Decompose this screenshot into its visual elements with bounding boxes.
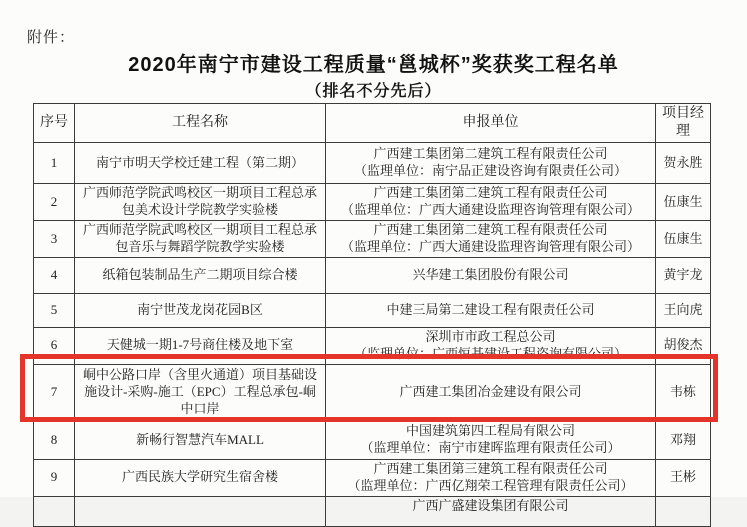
table-row [34,459,711,496]
applicant-unit [326,257,656,293]
applicant-unit [326,459,656,496]
table-row [34,293,711,327]
row-number: 6 [34,327,75,364]
applicant-company: 广西建工集团第三建筑工程有限责任公司 [373,460,608,476]
row-number: 7 [34,364,75,421]
row-number: 8 [34,421,75,459]
row-number: 3 [34,221,75,258]
row-number: 5 [34,293,75,327]
supervision-unit: （监理单位：广西大通建设监理咨询管理有限公司） [340,239,640,255]
applicant-unit [326,496,656,526]
applicant-company: 中国建筑第四工程局有限公司 [405,423,575,439]
project-name: 纸箱包装制品生产二期项目综合楼 [75,257,326,293]
table-row-highlighted [34,364,711,421]
project-manager [656,496,711,526]
page-title: 2020年南宁市建设工程质量“邕城杯”奖获奖工程名单 [128,54,619,76]
project-manager: 王彬 [656,459,711,496]
project-manager: 韦栋 [656,364,711,421]
awards-table [33,103,711,527]
row-number [34,496,75,526]
row-number: 2 [34,184,75,221]
project-manager: 胡俊杰 [656,327,711,364]
project-manager: 王向虎 [656,293,711,327]
attachment-label: 附件： [27,30,76,46]
header-project-manager: 项目经理 [656,104,711,143]
applicant-company: 兴华建工集团股份有限公司 [412,266,569,282]
table-row [34,327,711,364]
applicant-unit [326,221,656,258]
project-manager: 伍康生 [656,184,711,221]
project-name [75,496,326,526]
project-name: 新畅行智慧汽车MALL [75,421,326,459]
header-no: 序号 [34,104,75,143]
supervision-unit: （监理单位：广西大通建设监理咨询管理有限公司） [340,202,640,218]
applicant-company: 中建三局第二建设工程有限责任公司 [386,301,595,317]
applicant-company: 深圳市市政工程总公司 [425,328,556,344]
project-name: 峒中公路口岸（含里火通道）项目基础设施设计-采购-施工（EPC）工程总承包-峒中口岸 [75,364,326,421]
supervision-unit: （监理单位：广西恒基建设工程咨询有限公司） [353,345,627,361]
project-manager: 贺永胜 [656,143,711,184]
project-name: 广西民族大学研究生宿舍楼 [75,459,326,496]
header-project-name: 工程名称 [75,104,326,143]
supervision-unit: （监理单位：南宁市建晖监理有限责任公司） [360,440,621,456]
page-subtitle: （排名不分先后） [305,83,442,100]
applicant-unit [326,364,656,421]
applicant-company: 广西建工集团冶金建设有限公司 [399,384,582,400]
table-row-partial [34,496,711,526]
applicant-unit [326,184,656,221]
table-header-row [34,104,711,143]
row-number: 9 [34,459,75,496]
applicant-unit [326,293,656,327]
applicant-unit [326,421,656,459]
table-row [34,257,711,293]
table-row [34,184,711,221]
applicant-company: 广西建工集团第二建筑工程有限责任公司 [373,185,608,201]
header-applicant-unit: 申报单位 [326,104,656,143]
supervision-unit: （监理单位：广西亿翔荣工程管理有限责任公司） [347,477,634,493]
applicant-unit [326,143,656,184]
project-name: 广西师范学院武鸣校区一期项目工程总承包音乐与舞蹈学院教学实验楼 [75,221,326,258]
row-number: 4 [34,257,75,293]
project-manager: 邓翔 [656,421,711,459]
project-name: 南宁世茂龙岗花园B区 [75,293,326,327]
project-manager: 黄宇龙 [656,257,711,293]
applicant-company: 广西建工集团第二建筑工程有限责任公司 [373,222,608,238]
supervision-unit: （监理单位：南宁品正建设咨询有限责任公司） [353,163,627,179]
table-row [34,421,711,459]
applicant-company: 广西建工集团第二建筑工程有限责任公司 [373,146,608,162]
row-number: 1 [34,143,75,184]
applicant-unit [326,327,656,364]
table-row [34,143,711,184]
project-name: 南宁市明天学校迁建工程（第二期） [75,143,326,184]
project-name: 广西师范学院武鸣校区一期项目工程总承包美术设计学院教学实验楼 [75,184,326,221]
applicant-company: 广西广盛建设集团有限公司 [412,497,569,513]
project-name: 天健城一期1-7号商住楼及地下室 [75,327,326,364]
project-manager: 伍康生 [656,221,711,258]
table-row [34,221,711,258]
